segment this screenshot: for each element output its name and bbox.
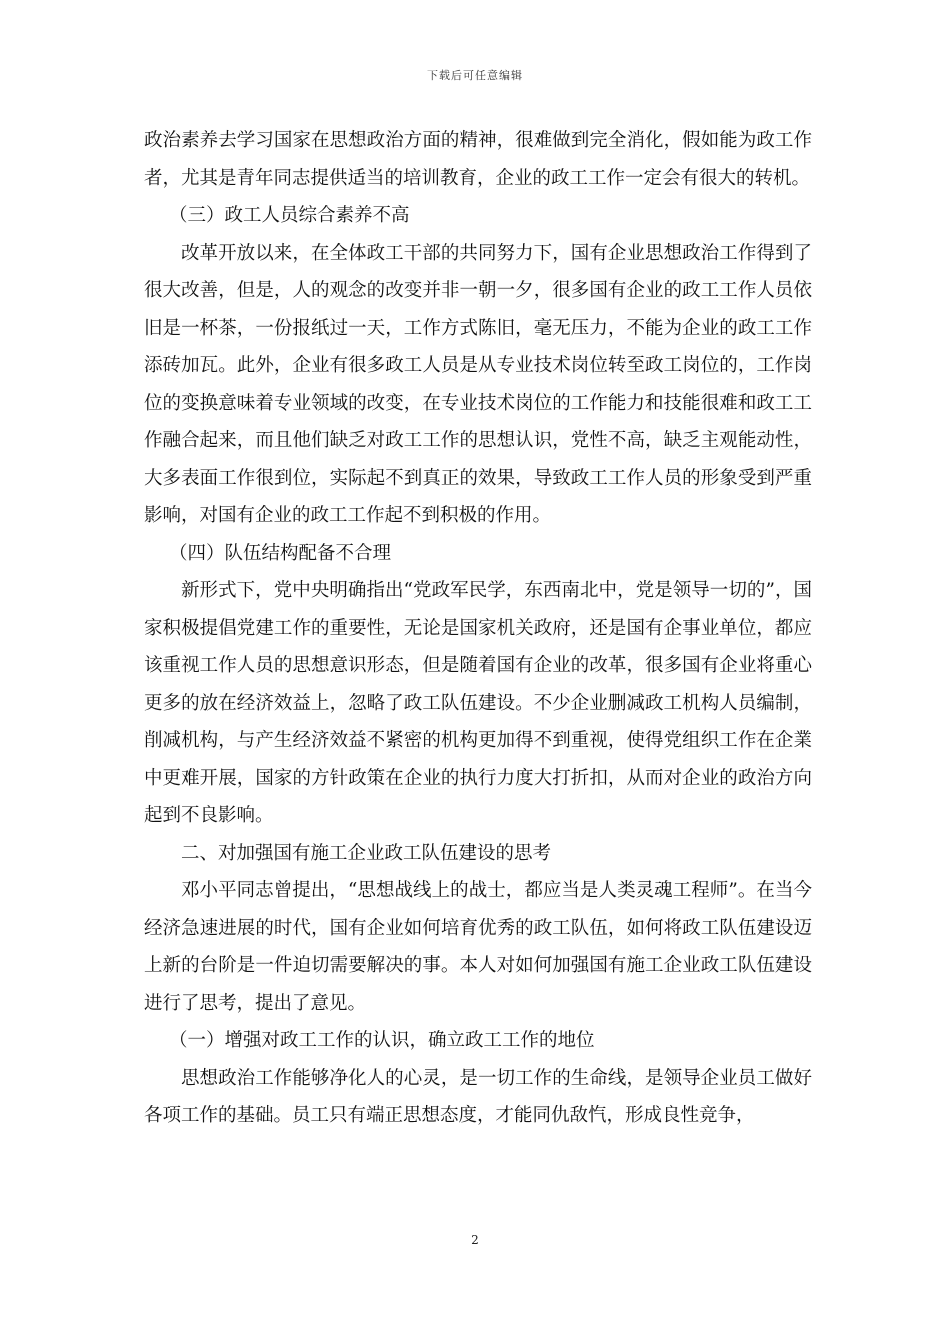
subheading-1: （一）增强对政工工作的认识，确立政工工作的地位 (169, 1030, 595, 1051)
paragraph-body: 改革开放以来，在全体政工干部的共同努力下，国有企业思想政治工作得到了很大改善，但是，人的观念的改变并非一朝一夕，很多国有企业的政工工作人员依旧是一杯茶，一份报纸过一天，工作方式陈旧，毫无压力，不能为企业的政工工作添砖加瓦。此外，企业有很多政工人员是从专业技术岗位转至政工岗位的，工作岗位的变换意味着专业领域的改变，在专业技术岗位的工作能力和技能很难和政工工作融合起来，而且他们缺乏对政工工作的思想认识，党性不高，缺乏主观能动性，大多表面工作很到位，实际起不到真正的效果，导致政工工作人员的形象受到严重影响，对国有企业的政工工作起不到积极的作用。 (144, 242, 812, 526)
paragraph-body: 邓小平同志曾提出，“思想战线上的战士，都应当是人类灵魂工程师”。在当今经济急速进展的时代，国有企业如何培育优秀的政工队伍，如何将政工队伍建设迈上新的台阶是一件迫切需要解决的事。本人对如何加强国有施工企业政工队伍建设进行了思考，提出了意见。 (144, 880, 812, 1014)
page-number: 2 (471, 1233, 479, 1247)
paragraph-body: 思想政治工作能够净化人的心灵，是一切工作的生命线，是领导企业员工做好各项工作的基础。员工只有端正思想态度，才能同仇敌忾，形成良性竞争， (144, 1067, 812, 1126)
document-body (144, 122, 812, 1135)
section-heading-2: 二、对加强国有施工企业政工队伍建设的思考 (181, 842, 552, 864)
subheading-3: （三）政工人员综合素养不高 (169, 205, 410, 226)
paragraph-body: 新形式下，党中央明确指出“党政军民学，东西南北中，党是领导一切的”，国家积极提倡党建工作的重要性，无论是国家机关政府，还是国有企事业单位，都应该重视工作人员的思想意识形态，但是随着国有企业的改革，很多国有企业将重心更多的放在经济效益上，忽略了政工队伍建设。不少企业删减政工机构人员编制，削减机构，与产生经济效益不紧密的机构更加得不到重视，使得党组织工作在企業中更难开展，国家的方针政策在企业的执行力度大打折扣，从而对企业的政治方向起到不良影响。 (144, 580, 812, 826)
paragraph-continuation: 政治素养去学习国家在思想政治方面的精神，很难做到完全消化，假如能为政工作者，尤其是青年同志提供适当的培训教育，企业的政工工作一定会有很大的转机。 (144, 130, 812, 189)
subheading-4: （四）队伍结构配备不合理 (169, 542, 392, 564)
page-header: 下载后可任意编辑 (427, 69, 523, 82)
